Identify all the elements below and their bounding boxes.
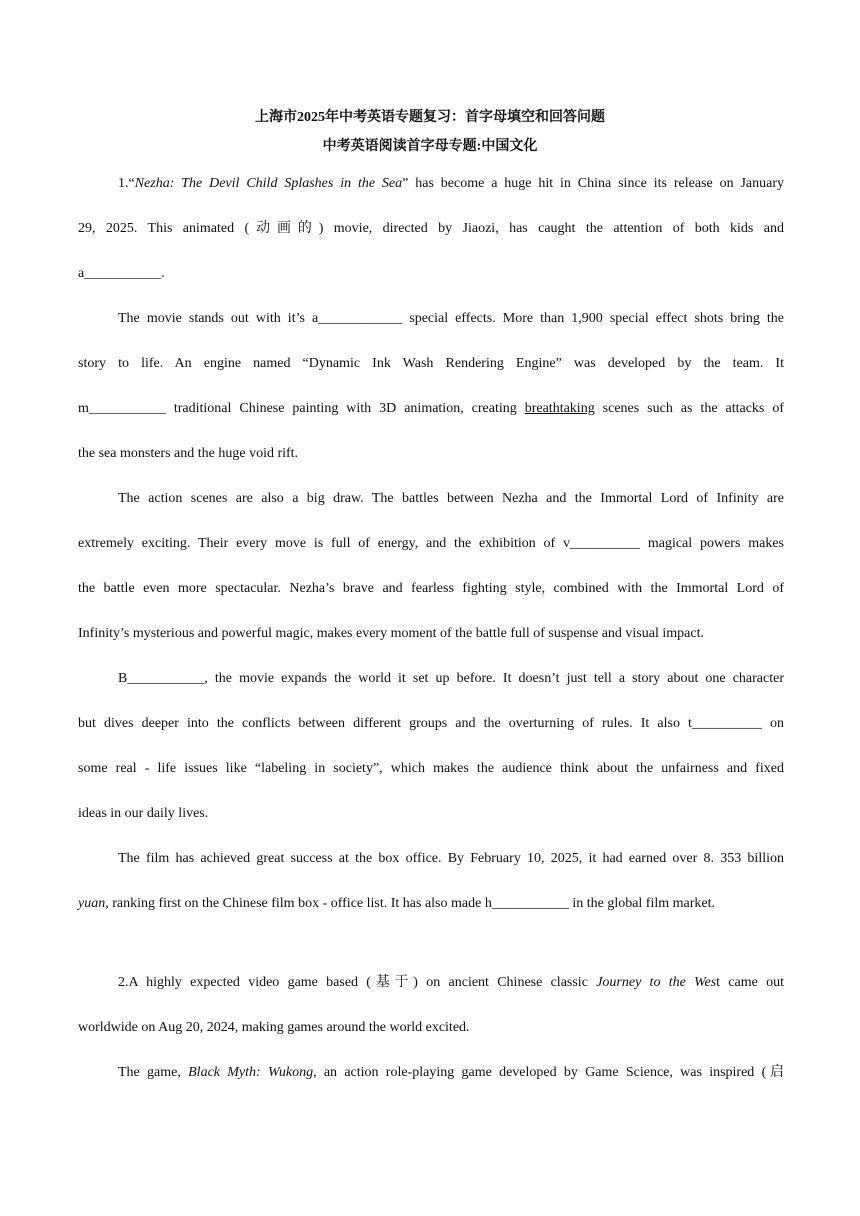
text: , an action role-playing game developed by Game Science, was inspired (启 xyxy=(313,1065,784,1080)
text: , ranking first on the Chinese film box - office list. It has also made h___________ in the global film market. xyxy=(105,896,716,911)
p1-line-3-blank: a___________. xyxy=(78,266,165,281)
p3-line-3: the battle even more spectacular. Nezha’s brave and fearless fighting style, combined with the Immortal Lord of xyxy=(78,581,784,596)
p3-line-4: Infinity’s mysterious and powerful magic, makes every moment of the battle full of suspense and visual impact. xyxy=(78,626,704,641)
p4-line-1: B___________, the movie expands the world it set up before. It doesn’t just tell a story about one character xyxy=(118,671,784,686)
p5-line-2 xyxy=(78,895,784,913)
document-subtitle: 中考英语阅读首字母专题:中国文化 xyxy=(322,139,538,154)
p2-line-2: story to life. An engine named “Dynamic Ink Wash Rendering Engine” was developed by the team. It xyxy=(78,356,784,371)
p7-line-1 xyxy=(118,1064,784,1082)
p3-line-1: The action scenes are also a big draw. The battles between Nezha and the Immortal Lord of Infinity are xyxy=(118,491,784,506)
book-title: Journey to the Wes xyxy=(596,975,717,990)
text: The game, xyxy=(118,1065,189,1080)
text: t came out xyxy=(716,975,785,990)
p1-line-1 xyxy=(118,175,784,193)
currency-word: yuan xyxy=(78,896,106,911)
text: ” has become a huge hit in China since its release on January xyxy=(402,176,784,191)
p2-line-4: the sea monsters and the huge void rift. xyxy=(78,446,299,461)
p4-line-4: ideas in our daily lives. xyxy=(78,806,209,821)
text: m___________ traditional Chinese painting with 3D animation, creating xyxy=(78,401,525,416)
p1-line-2: 29, 2025. This animated (动画的) movie, directed by Jiaozi, has caught the attention of both kids and xyxy=(78,221,784,236)
text: 2.A highly expected video game based (基于) on ancient Chinese classic xyxy=(118,975,597,990)
p2-line-1: The movie stands out with it’s a____________ special effects. More than 1,900 special effect shots bring the xyxy=(118,311,784,326)
document-title: 上海市2025年中考英语专题复习：首字母填空和回答问题 xyxy=(255,110,605,125)
p6-line-2: worldwide on Aug 20, 2024, making games around the world excited. xyxy=(78,1020,470,1035)
p4-line-3: some real - life issues like “labeling in society”, which makes the audience think about the unfairness and fixed xyxy=(78,761,784,776)
underlined-word: breathtaking xyxy=(524,401,595,416)
p4-line-2: but dives deeper into the conflicts between different groups and the overturning of rules. It also t__________ on xyxy=(78,716,784,731)
movie-title: Nezha: The Devil Child Splashes in the Sea xyxy=(134,176,403,191)
text: 1.“ xyxy=(118,176,135,191)
p2-line-3 xyxy=(78,400,784,418)
p5-line-1: The film has achieved great success at the box office. By February 10, 2025, it had earned over 8. 353 billion xyxy=(118,851,784,866)
game-title: Black Myth: Wukong xyxy=(188,1065,314,1080)
p6-line-1 xyxy=(118,974,784,992)
p3-line-2: extremely exciting. Their every move is full of energy, and the exhibition of v__________ magical powers makes xyxy=(78,536,784,551)
text: scenes such as the attacks of xyxy=(594,401,784,416)
